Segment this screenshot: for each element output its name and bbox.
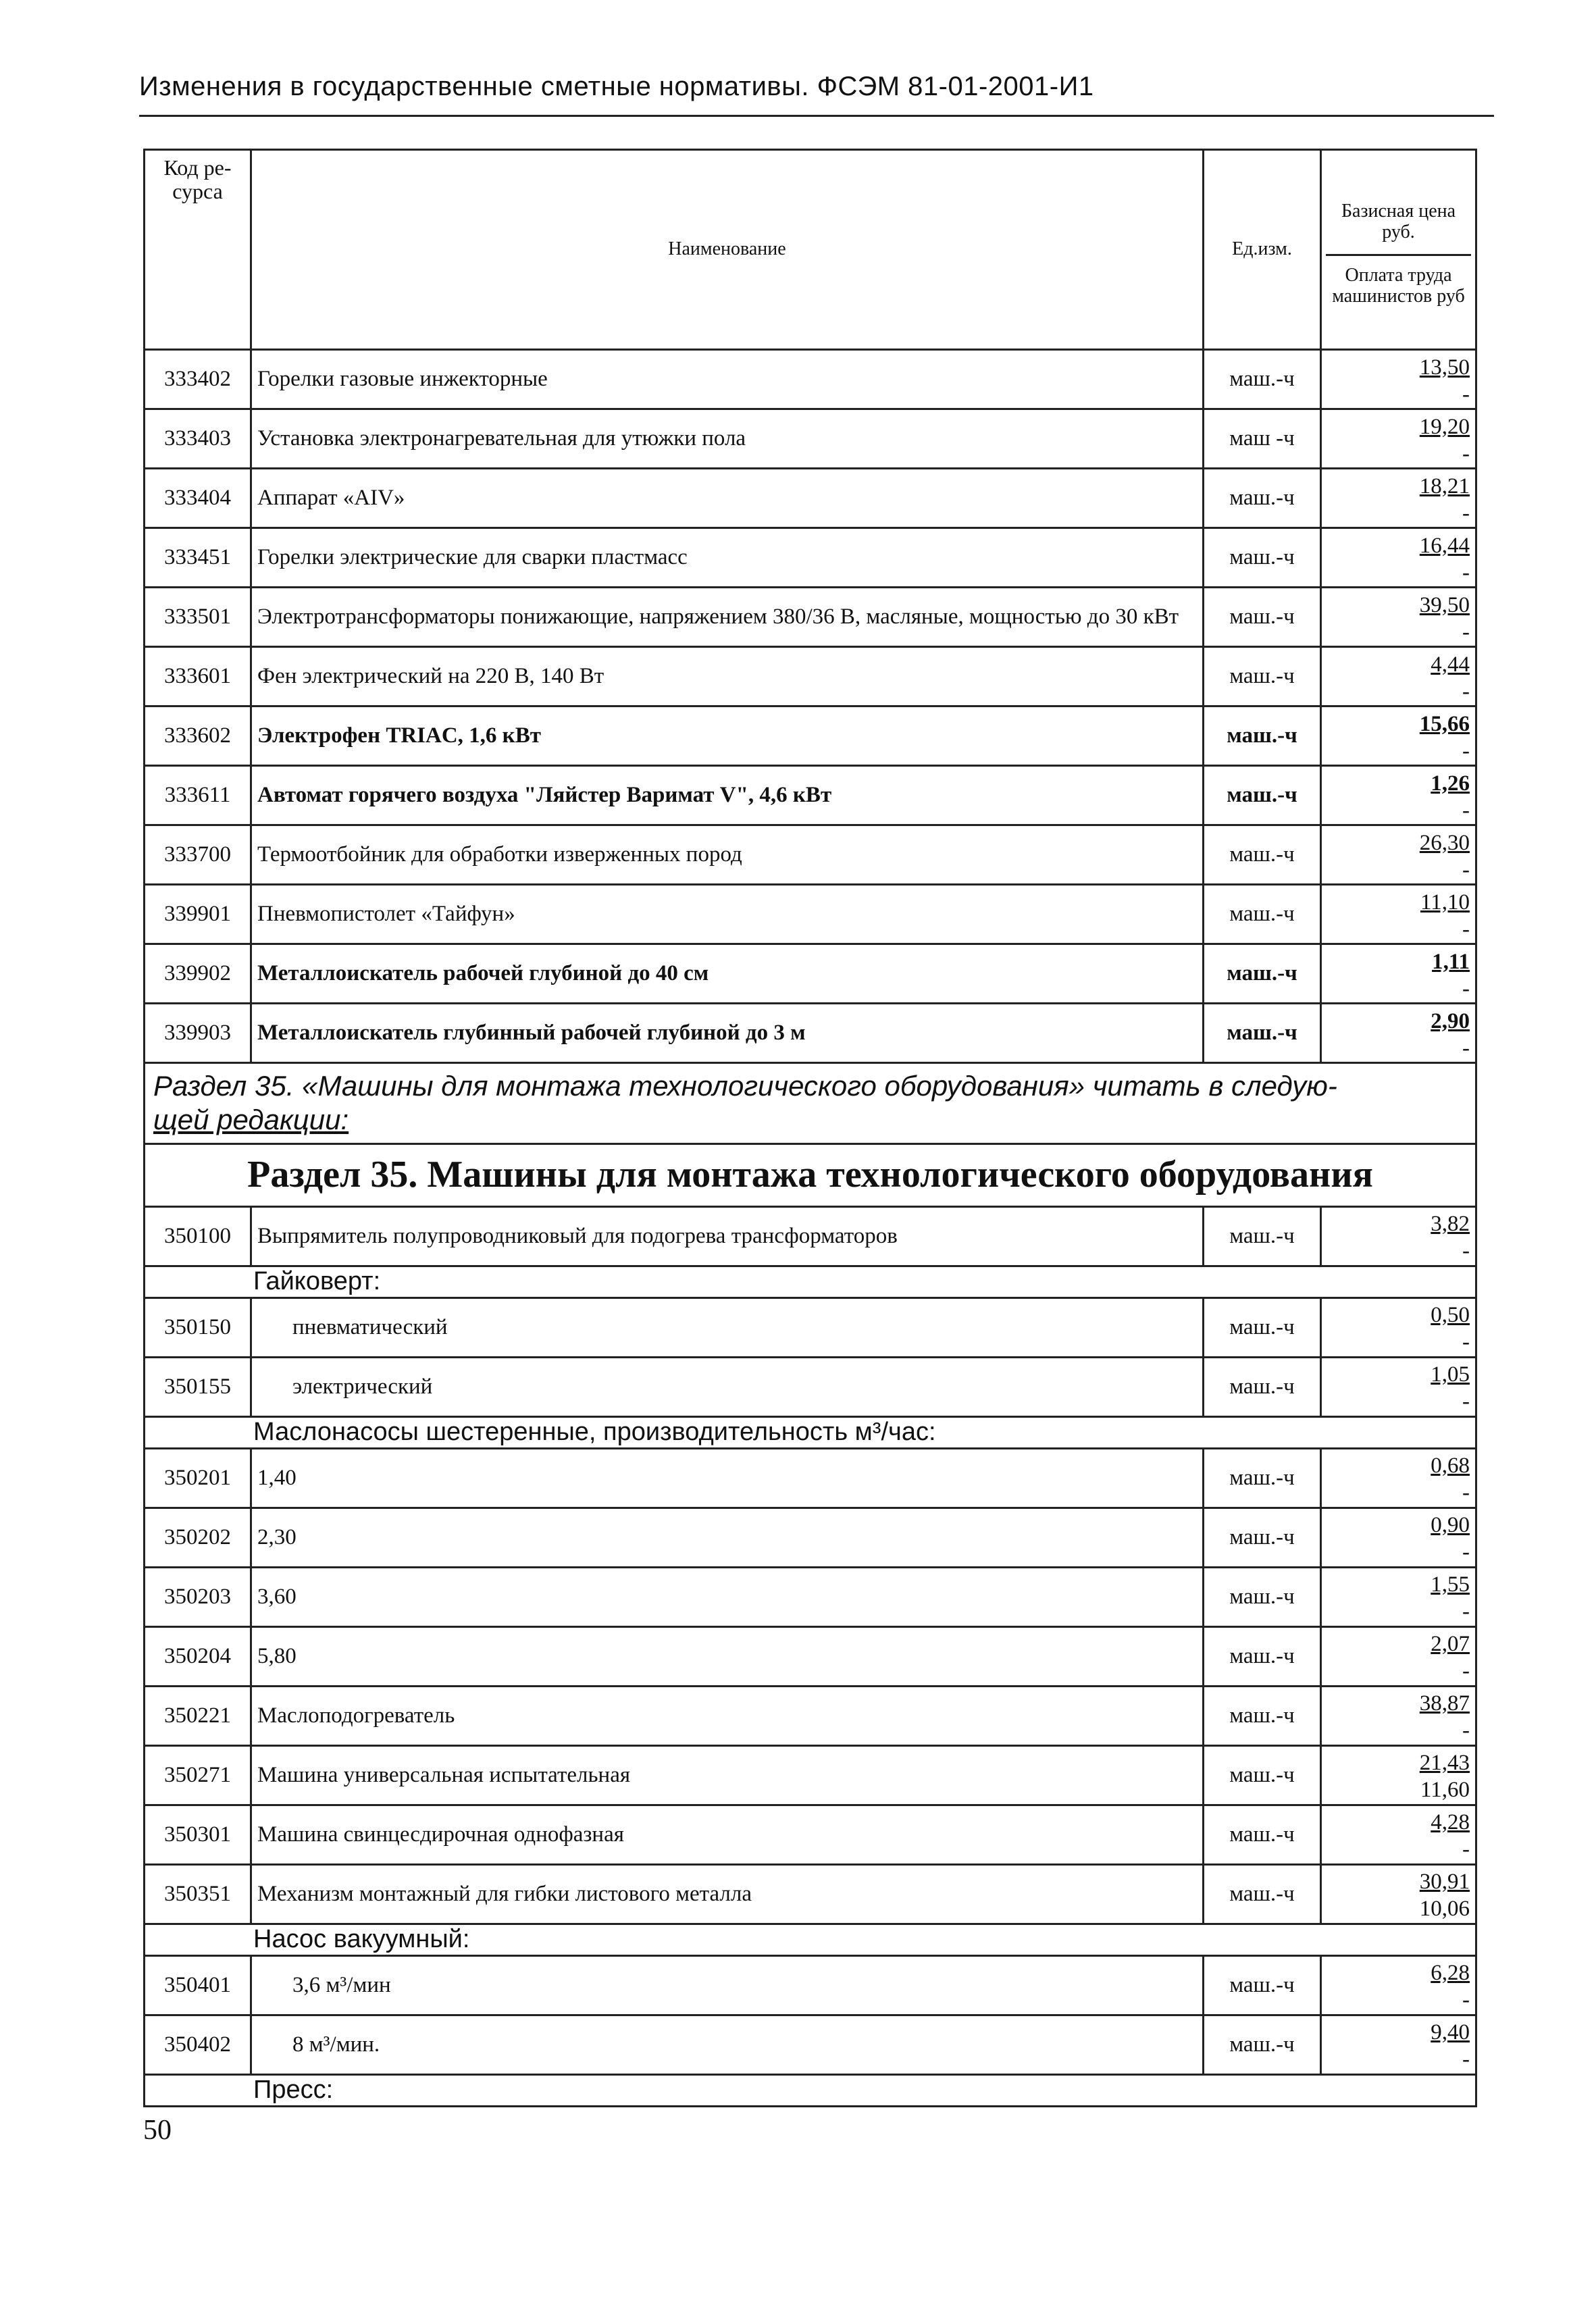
col-header-price-base: Базисная цена руб. — [1326, 188, 1471, 256]
table-row — [145, 1508, 1476, 1567]
resource-unit: маш.-ч — [1204, 1206, 1321, 1266]
resource-unit: маш.-ч — [1204, 1004, 1321, 1063]
resource-price — [1321, 2015, 1476, 2074]
resource-unit: маш.-ч — [1204, 1745, 1321, 1805]
resource-price — [1321, 944, 1476, 1004]
resource-code: 333402 — [145, 350, 251, 409]
resource-price — [1321, 1626, 1476, 1686]
resource-unit: маш.-ч — [1204, 1297, 1321, 1357]
table-row — [145, 885, 1476, 944]
section-title-row — [145, 1143, 1476, 1206]
resource-code: 333601 — [145, 647, 251, 706]
resource-price — [1321, 1448, 1476, 1508]
base-price: 16,44 — [1419, 533, 1470, 558]
group-row — [145, 1924, 1476, 1955]
resource-code: 350351 — [145, 1864, 251, 1924]
base-price: 38,87 — [1419, 1691, 1470, 1716]
table-row — [145, 1955, 1476, 2015]
table-row — [145, 766, 1476, 825]
resource-code: 339902 — [145, 944, 251, 1004]
table-row — [145, 1745, 1476, 1805]
resource-name: Электротрансформаторы понижающие, напряжением 380/36 В, масляные, мощностью до 30 кВт — [251, 588, 1204, 647]
col-header-code: Код ре-сурса — [145, 150, 251, 350]
resource-unit: маш -ч — [1204, 409, 1321, 469]
resource-unit: маш.-ч — [1204, 1955, 1321, 2015]
resource-name: электрический — [251, 1357, 1204, 1416]
table-row — [145, 1448, 1476, 1508]
labor-price: - — [1462, 382, 1470, 407]
resource-name: Выпрямитель полупроводниковый для подогрева трансформаторов — [251, 1206, 1204, 1266]
resource-name: Установка электронагревательная для утюжки пола — [251, 409, 1204, 469]
resource-price — [1321, 1004, 1476, 1063]
table-row — [145, 2015, 1476, 2074]
header-rule — [139, 115, 1494, 117]
resource-name: 8 м³/мин. — [251, 2015, 1204, 2074]
labor-price: - — [1462, 2047, 1470, 2072]
labor-price: - — [1462, 1239, 1470, 1264]
group-row — [145, 2074, 1476, 2106]
group-label-maslonasosy: Маслонасосы шестеренные, производительность м³/час: — [145, 1416, 1476, 1448]
col-header-unit: Ед.изм. — [1204, 150, 1321, 350]
resource-price — [1321, 766, 1476, 825]
resource-name: Аппарат «AIV» — [251, 469, 1204, 528]
base-price: 1,55 — [1431, 1572, 1470, 1597]
labor-price: - — [1462, 500, 1470, 525]
resource-unit: маш.-ч — [1204, 1805, 1321, 1864]
resource-code: 350203 — [145, 1567, 251, 1626]
resource-unit: маш.-ч — [1204, 885, 1321, 944]
section-title: Раздел 35. Машины для монтажа технологического оборудования — [145, 1143, 1476, 1206]
resource-name: Машина универсальная испытательная — [251, 1745, 1204, 1805]
table-row — [145, 1567, 1476, 1626]
labor-price: - — [1462, 441, 1470, 466]
resource-price — [1321, 1297, 1476, 1357]
resource-unit: маш.-ч — [1204, 1508, 1321, 1567]
edition-note-line1: Раздел 35. «Машины для монтажа технологического оборудования» читать в следую- — [153, 1070, 1337, 1102]
resource-price — [1321, 1567, 1476, 1626]
resource-name: Электрофен TRIAC, 1,6 кВт — [251, 706, 1204, 766]
base-price: 2,90 — [1431, 1008, 1470, 1033]
resource-code: 350401 — [145, 1955, 251, 2015]
base-price: 4,44 — [1431, 652, 1470, 677]
labor-price: - — [1462, 1718, 1470, 1743]
edition-note-line2: щей редакции: — [153, 1104, 349, 1136]
resource-code: 333403 — [145, 409, 251, 469]
resource-price — [1321, 1864, 1476, 1924]
resource-unit: маш.-ч — [1204, 1357, 1321, 1416]
resource-unit: маш.-ч — [1204, 528, 1321, 588]
resource-code: 350150 — [145, 1297, 251, 1357]
table-row — [145, 528, 1476, 588]
resource-unit: маш.-ч — [1204, 944, 1321, 1004]
resource-price — [1321, 1955, 1476, 2015]
resource-unit: маш.-ч — [1204, 1448, 1321, 1508]
base-price: 19,20 — [1419, 414, 1470, 439]
resource-name: 5,80 — [251, 1626, 1204, 1686]
resource-name: Пневмопистолет «Тайфун» — [251, 885, 1204, 944]
labor-price: - — [1462, 1837, 1470, 1862]
labor-price: - — [1462, 1599, 1470, 1624]
resource-unit: маш.-ч — [1204, 766, 1321, 825]
resource-table — [143, 149, 1477, 2107]
resource-unit: маш.-ч — [1204, 350, 1321, 409]
labor-price: - — [1462, 1035, 1470, 1060]
col-header-price — [1321, 150, 1476, 350]
labor-price: - — [1462, 917, 1470, 942]
base-price: 0,68 — [1431, 1454, 1470, 1479]
resource-code: 350301 — [145, 1805, 251, 1864]
labor-price: - — [1462, 1659, 1470, 1684]
resource-code: 333602 — [145, 706, 251, 766]
resource-code: 333451 — [145, 528, 251, 588]
resource-name: Металлоискатель глубинный рабочей глубиной до 3 м — [251, 1004, 1204, 1063]
resource-price — [1321, 706, 1476, 766]
resource-code: 333700 — [145, 825, 251, 885]
resource-unit: маш.-ч — [1204, 1864, 1321, 1924]
group-row — [145, 1266, 1476, 1297]
base-price: 1,26 — [1431, 771, 1470, 796]
resource-price — [1321, 469, 1476, 528]
table-row — [145, 647, 1476, 706]
labor-price: - — [1462, 1389, 1470, 1414]
base-price: 0,90 — [1431, 1513, 1470, 1538]
table-row — [145, 1686, 1476, 1745]
table-row — [145, 1297, 1476, 1357]
resource-unit: маш.-ч — [1204, 1567, 1321, 1626]
table-body-nasos — [145, 1955, 1476, 2074]
resource-code: 350271 — [145, 1745, 251, 1805]
table-body-maslonasosy — [145, 1448, 1476, 1924]
base-price: 18,21 — [1419, 473, 1470, 498]
resource-price — [1321, 350, 1476, 409]
resource-price — [1321, 528, 1476, 588]
labor-price: - — [1462, 976, 1470, 1001]
resource-price — [1321, 1745, 1476, 1805]
group-label-nasos: Насос вакуумный: — [145, 1924, 1476, 1955]
resource-code: 339901 — [145, 885, 251, 944]
table-row — [145, 1206, 1476, 1266]
group-label-press: Пресс: — [145, 2074, 1476, 2106]
labor-price: - — [1462, 738, 1470, 763]
resource-price — [1321, 885, 1476, 944]
resource-name: 2,30 — [251, 1508, 1204, 1567]
col-header-name: Наименование — [251, 150, 1204, 350]
group-label-gaikovert: Гайковерт: — [145, 1266, 1476, 1297]
resource-code: 350202 — [145, 1508, 251, 1567]
resource-price — [1321, 1805, 1476, 1864]
base-price: 6,28 — [1431, 1961, 1470, 1986]
labor-price: - — [1462, 1988, 1470, 2013]
resource-price — [1321, 1686, 1476, 1745]
resource-name: пневматический — [251, 1297, 1204, 1357]
table-row — [145, 1004, 1476, 1063]
resource-name: Горелки электрические для сварки пластмасс — [251, 528, 1204, 588]
base-price: 13,50 — [1419, 355, 1470, 380]
resource-unit: маш.-ч — [1204, 706, 1321, 766]
resource-unit: маш.-ч — [1204, 2015, 1321, 2074]
base-price: 1,05 — [1431, 1362, 1470, 1387]
table-row — [145, 350, 1476, 409]
resource-code: 333501 — [145, 588, 251, 647]
labor-price: 10,06 — [1419, 1897, 1470, 1922]
labor-price: - — [1462, 798, 1470, 823]
labor-price: - — [1462, 560, 1470, 585]
resource-price — [1321, 1357, 1476, 1416]
resource-price — [1321, 1206, 1476, 1266]
table-row — [145, 944, 1476, 1004]
base-price: 21,43 — [1419, 1751, 1470, 1776]
resource-name: Механизм монтажный для гибки листового металла — [251, 1864, 1204, 1924]
resource-name: Термоотбойник для обработки изверженных пород — [251, 825, 1204, 885]
table-row — [145, 1864, 1476, 1924]
resource-name: Фен электрический на 220 В, 140 Вт — [251, 647, 1204, 706]
table-row — [145, 706, 1476, 766]
resource-price — [1321, 1508, 1476, 1567]
table-row — [145, 1805, 1476, 1864]
resource-code: 350204 — [145, 1626, 251, 1686]
resource-code: 350402 — [145, 2015, 251, 2074]
resource-name: Машина свинцесдирочная однофазная — [251, 1805, 1204, 1864]
labor-price: - — [1462, 619, 1470, 644]
base-price: 39,50 — [1419, 592, 1470, 617]
base-price: 30,91 — [1419, 1870, 1470, 1895]
table-row — [145, 588, 1476, 647]
base-price: 15,66 — [1419, 711, 1470, 736]
resource-code: 350221 — [145, 1686, 251, 1745]
labor-price: 11,60 — [1420, 1778, 1470, 1803]
resource-name: Маслоподогреватель — [251, 1686, 1204, 1745]
resource-price — [1321, 409, 1476, 469]
base-price: 9,40 — [1431, 2020, 1470, 2045]
table-body-part1 — [145, 350, 1476, 1063]
resource-price — [1321, 588, 1476, 647]
base-price: 0,50 — [1431, 1303, 1470, 1328]
base-price: 11,10 — [1420, 890, 1470, 915]
table-row — [145, 409, 1476, 469]
table-header-row — [145, 150, 1476, 350]
resource-unit: маш.-ч — [1204, 1626, 1321, 1686]
resource-code: 350201 — [145, 1448, 251, 1508]
resource-name: 1,40 — [251, 1448, 1204, 1508]
resource-name: 3,60 — [251, 1567, 1204, 1626]
note-row — [145, 1063, 1476, 1144]
resource-code: 333404 — [145, 469, 251, 528]
base-price: 26,30 — [1419, 830, 1470, 855]
table-row — [145, 1357, 1476, 1416]
resource-unit: маш.-ч — [1204, 825, 1321, 885]
base-price: 2,07 — [1431, 1632, 1470, 1657]
edition-note — [145, 1063, 1476, 1144]
resource-name: Горелки газовые инжекторные — [251, 350, 1204, 409]
resource-code: 350155 — [145, 1357, 251, 1416]
page-number: 50 — [143, 2115, 172, 2146]
resource-name: 3,6 м³/мин — [251, 1955, 1204, 2015]
table-row — [145, 469, 1476, 528]
resource-code: 350100 — [145, 1206, 251, 1266]
page-header: Изменения в государственные сметные нормативы. ФСЭМ 81-01-2001-И1 — [139, 72, 1094, 101]
labor-price: - — [1462, 679, 1470, 704]
resource-code: 339903 — [145, 1004, 251, 1063]
table-row — [145, 825, 1476, 885]
base-price: 3,82 — [1431, 1212, 1470, 1237]
base-price: 4,28 — [1431, 1810, 1470, 1835]
resource-price — [1321, 825, 1476, 885]
resource-unit: маш.-ч — [1204, 647, 1321, 706]
resource-price — [1321, 647, 1476, 706]
resource-unit: маш.-ч — [1204, 469, 1321, 528]
table-row — [145, 1626, 1476, 1686]
group-row — [145, 1416, 1476, 1448]
labor-price: - — [1462, 1481, 1470, 1506]
col-header-price-labor: Оплата труда машинистов руб — [1332, 265, 1465, 307]
resource-name: Металлоискатель рабочей глубиной до 40 см — [251, 944, 1204, 1004]
resource-code: 333611 — [145, 766, 251, 825]
labor-price: - — [1462, 857, 1470, 882]
labor-price: - — [1462, 1540, 1470, 1565]
resource-unit: маш.-ч — [1204, 588, 1321, 647]
labor-price: - — [1462, 1330, 1470, 1355]
table-body-gaikovert — [145, 1297, 1476, 1416]
resource-unit: маш.-ч — [1204, 1686, 1321, 1745]
base-price: 1,11 — [1432, 949, 1470, 974]
resource-name: Автомат горячего воздуха "Ляйстер Варимат V", 4,6 кВт — [251, 766, 1204, 825]
